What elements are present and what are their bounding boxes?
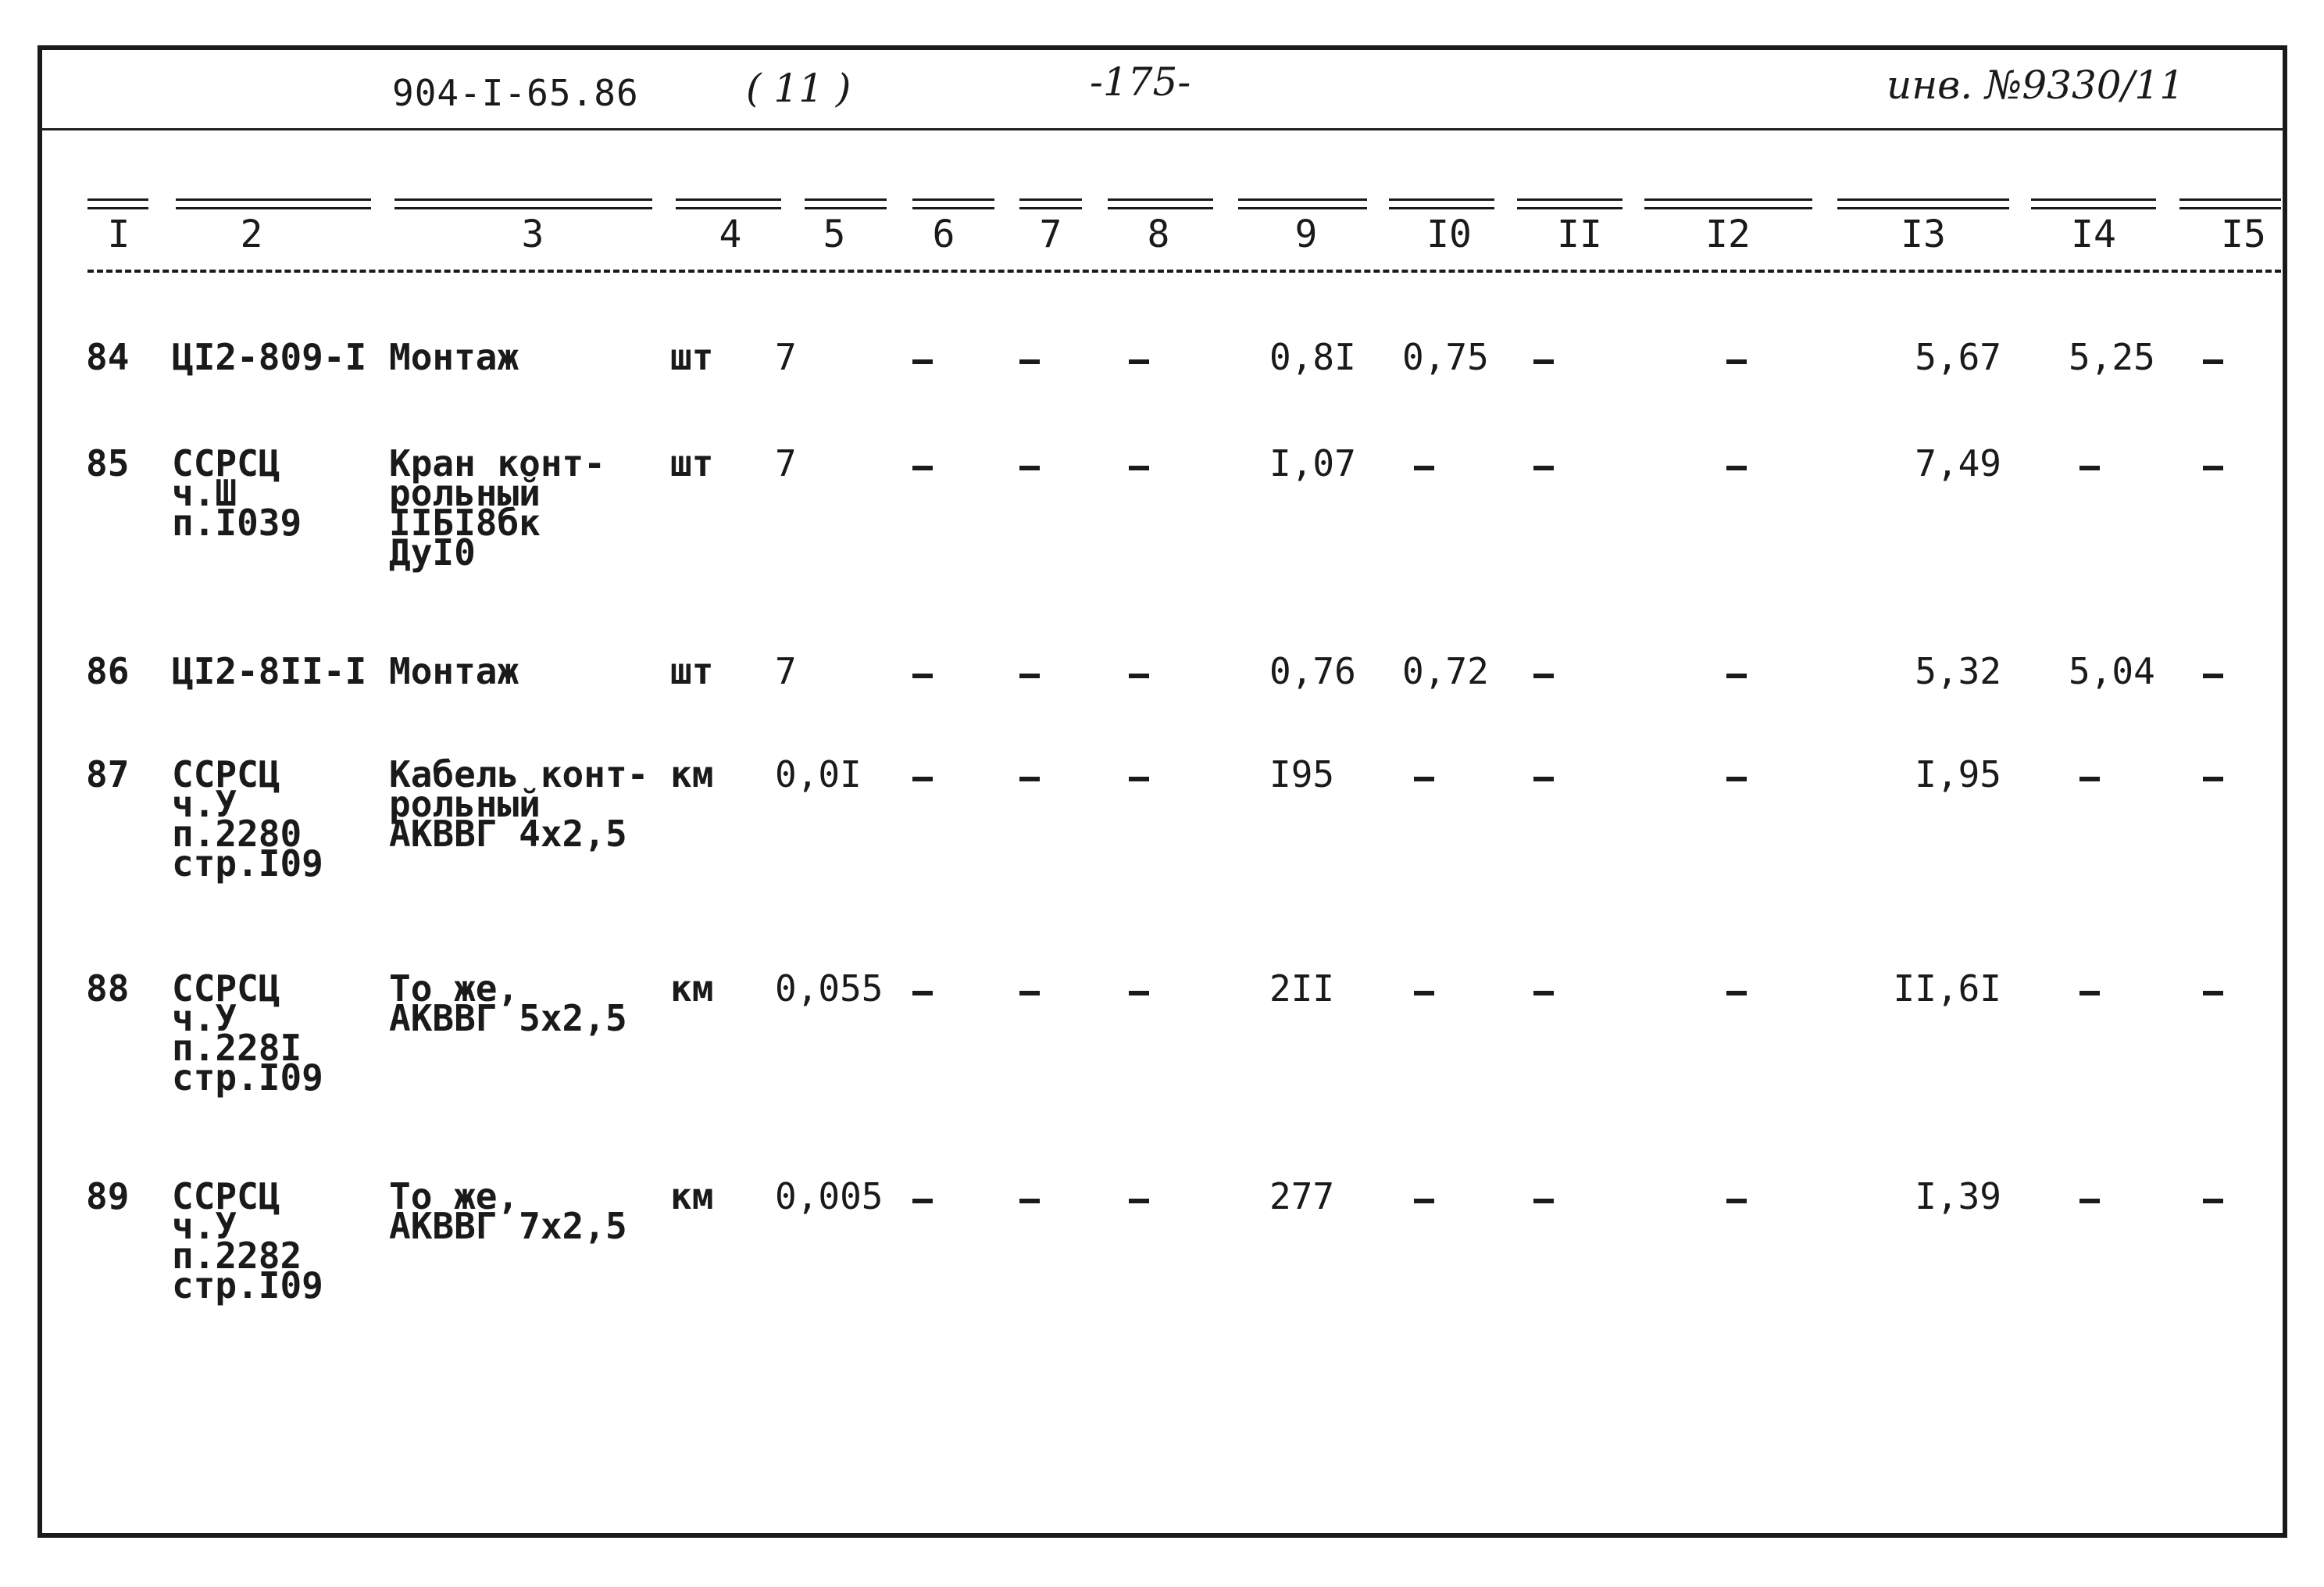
column-number: I: [107, 213, 130, 256]
empty-dash-c7: [1019, 674, 1040, 678]
cell-n: 88: [86, 967, 130, 1010]
column-number: 7: [1039, 213, 1062, 256]
cell-c9: 277: [1269, 1175, 1335, 1217]
empty-dash-c6: [912, 674, 933, 678]
cell-name: Кран конт- рольный IIБI8бк ДуI0: [389, 442, 605, 574]
cell-name: То же, АКВВГ 7х2,5: [389, 1175, 627, 1247]
col-rule: [87, 198, 148, 209]
empty-dash-c14: [2079, 777, 2100, 781]
column-number: 9: [1294, 213, 1318, 256]
column-number: I0: [1426, 213, 1472, 256]
cell-name: Кабель конт- рольный АКВВГ 4х2,5: [389, 753, 649, 855]
cell-n: 85: [86, 442, 130, 484]
cell-unit: шт: [670, 336, 714, 378]
column-number: II: [1557, 213, 1602, 256]
empty-dash-c8: [1129, 674, 1149, 678]
cell-name: Монтаж: [389, 650, 519, 692]
col-rule: [805, 198, 887, 209]
empty-dash-c7: [1019, 466, 1040, 470]
cell-c14: 5,25: [2069, 336, 2155, 378]
cell-c13: 5,32: [1915, 650, 2001, 692]
cell-c9: 2II: [1269, 967, 1335, 1010]
cell-c10: 0,75: [1402, 336, 1489, 378]
col-rule: [1644, 198, 1812, 209]
cell-unit: км: [670, 753, 714, 795]
empty-dash-c12: [1726, 674, 1747, 678]
cell-n: 89: [86, 1175, 130, 1217]
column-number: 6: [932, 213, 955, 256]
cell-n: 87: [86, 753, 130, 795]
col-rule: [394, 198, 652, 209]
cell-c13: I,95: [1915, 753, 2001, 795]
cell-code: ССРСЦ ч.У п.2282 стр.I09: [172, 1175, 323, 1306]
empty-dash-c10: [1414, 466, 1434, 470]
empty-dash-c12: [1726, 359, 1747, 364]
empty-dash-c15: [2203, 777, 2223, 781]
empty-dash-c12: [1726, 991, 1747, 995]
cell-qty: 7: [775, 442, 797, 484]
empty-dash-c11: [1533, 777, 1554, 781]
empty-dash-c8: [1129, 359, 1149, 364]
cell-code: ССРСЦ ч.Ш п.I039: [172, 442, 302, 544]
empty-dash-c7: [1019, 1199, 1040, 1203]
col-rule: [676, 198, 781, 209]
empty-dash-c6: [912, 777, 933, 781]
column-number: I3: [1901, 213, 1946, 256]
empty-dash-c11: [1533, 991, 1554, 995]
empty-dash-c7: [1019, 991, 1040, 995]
column-number: 8: [1147, 213, 1170, 256]
col-rule: [1238, 198, 1367, 209]
empty-dash-c8: [1129, 991, 1149, 995]
empty-dash-c14: [2079, 991, 2100, 995]
column-header-underline: [87, 270, 2281, 273]
cell-unit: шт: [670, 442, 714, 484]
column-number: 2: [240, 213, 263, 256]
column-number: I5: [2221, 213, 2266, 256]
cell-c13: 5,67: [1915, 336, 2001, 378]
cell-c10: 0,72: [1402, 650, 1489, 692]
col-rule: [1108, 198, 1213, 209]
page-number: -175-: [1090, 59, 1191, 105]
empty-dash-c12: [1726, 777, 1747, 781]
empty-dash-c6: [912, 359, 933, 364]
empty-dash-c8: [1129, 777, 1149, 781]
cell-c9: 0,76: [1269, 650, 1356, 692]
sheet-number: ( 11 ): [746, 66, 851, 111]
empty-dash-c15: [2203, 466, 2223, 470]
cell-name: То же, АКВВГ 5х2,5: [389, 967, 627, 1039]
cell-unit: км: [670, 1175, 714, 1217]
cell-c13: 7,49: [1915, 442, 2001, 484]
col-rule: [912, 198, 994, 209]
cell-name: Монтаж: [389, 336, 519, 378]
col-rule: [1019, 198, 1082, 209]
col-rule: [176, 198, 371, 209]
empty-dash-c12: [1726, 466, 1747, 470]
cell-qty: 7: [775, 336, 797, 378]
doc-code: 904-I-65.86: [392, 72, 639, 114]
cell-unit: шт: [670, 650, 714, 692]
empty-dash-c11: [1533, 674, 1554, 678]
empty-dash-c8: [1129, 466, 1149, 470]
cell-c14: 5,04: [2069, 650, 2155, 692]
cell-unit: км: [670, 967, 714, 1010]
empty-dash-c6: [912, 1199, 933, 1203]
cell-c9: I95: [1269, 753, 1335, 795]
empty-dash-c11: [1533, 1199, 1554, 1203]
cell-c9: I,07: [1269, 442, 1356, 484]
empty-dash-c12: [1726, 1199, 1747, 1203]
empty-dash-c14: [2079, 466, 2100, 470]
cell-qty: 0,0I: [775, 753, 862, 795]
cell-qty: 0,005: [775, 1175, 884, 1217]
empty-dash-c15: [2203, 1199, 2223, 1203]
col-rule: [1837, 198, 2009, 209]
col-rule: [2031, 198, 2156, 209]
cell-code: ССРСЦ ч.У п.228I стр.I09: [172, 967, 323, 1099]
column-number: I2: [1705, 213, 1751, 256]
empty-dash-c10: [1414, 1199, 1434, 1203]
cell-n: 86: [86, 650, 130, 692]
empty-dash-c8: [1129, 1199, 1149, 1203]
cell-n: 84: [86, 336, 130, 378]
cell-c13: I,39: [1915, 1175, 2001, 1217]
empty-dash-c6: [912, 991, 933, 995]
col-rule: [1517, 198, 1623, 209]
cell-code: ССРСЦ ч.У п.2280 стр.I09: [172, 753, 323, 885]
column-number: 4: [719, 213, 742, 256]
column-number: I4: [2071, 213, 2116, 256]
col-rule: [2179, 198, 2281, 209]
empty-dash-c14: [2079, 1199, 2100, 1203]
header-rule: [41, 128, 2284, 130]
empty-dash-c6: [912, 466, 933, 470]
empty-dash-c7: [1019, 777, 1040, 781]
cell-qty: 7: [775, 650, 797, 692]
column-number: 5: [823, 213, 846, 256]
column-number: 3: [521, 213, 544, 256]
empty-dash-c15: [2203, 991, 2223, 995]
col-rule: [1389, 198, 1494, 209]
empty-dash-c10: [1414, 777, 1434, 781]
empty-dash-c7: [1019, 359, 1040, 364]
inventory-number: инв. №9330/11: [1887, 63, 2185, 108]
cell-c9: 0,8I: [1269, 336, 1356, 378]
empty-dash-c11: [1533, 466, 1554, 470]
cell-qty: 0,055: [775, 967, 884, 1010]
cell-code: ЦI2-809-I: [172, 336, 367, 378]
cell-code: ЦI2-8II-I: [172, 650, 367, 692]
cell-c13: II,6I: [1893, 967, 2001, 1010]
empty-dash-c15: [2203, 359, 2223, 364]
empty-dash-c15: [2203, 674, 2223, 678]
empty-dash-c11: [1533, 359, 1554, 364]
empty-dash-c10: [1414, 991, 1434, 995]
